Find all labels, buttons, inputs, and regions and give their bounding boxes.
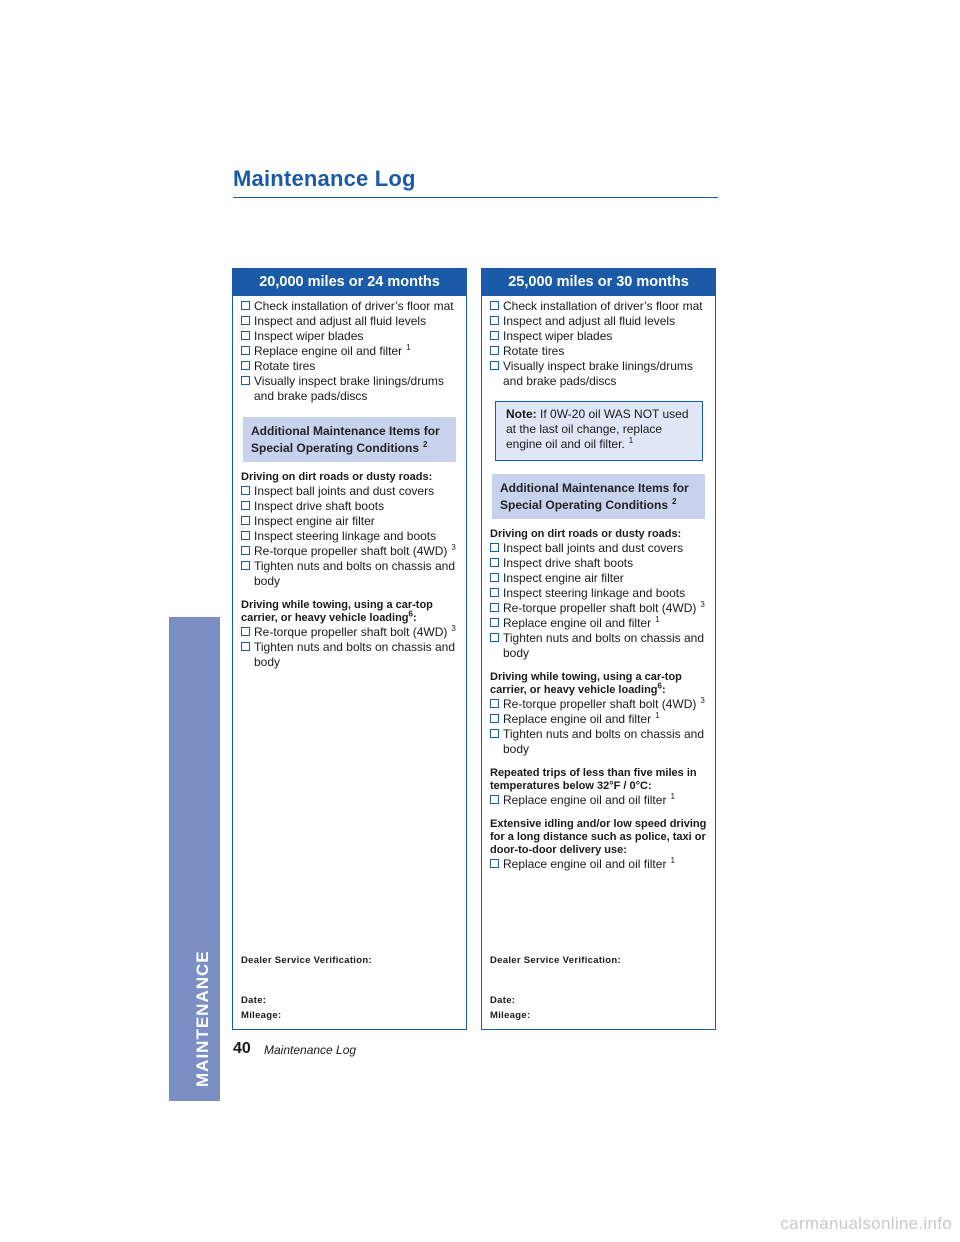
item-text: Re-torque propeller shaft bolt (4WD) — [254, 544, 448, 558]
additional-items-box — [243, 417, 456, 462]
checklist-item — [490, 616, 711, 631]
checklist-item — [490, 556, 711, 571]
checkbox[interactable] — [241, 501, 250, 510]
checkbox[interactable] — [241, 346, 250, 355]
checkbox[interactable] — [490, 558, 499, 567]
checklist-item — [490, 359, 711, 389]
checkbox[interactable] — [241, 361, 250, 370]
checkbox[interactable] — [241, 376, 250, 385]
item-text: Inspect drive shaft boots — [503, 556, 634, 570]
item-text: Replace engine oil and filter — [503, 712, 652, 726]
condition-text: Driving on dirt roads or dusty roads: — [490, 528, 682, 540]
item-text: Inspect and adjust all fluid levels — [503, 314, 676, 328]
item-text: Re-torque propeller shaft bolt (4WD) — [503, 601, 697, 615]
condition-label — [490, 818, 711, 857]
footnote-ref: 1 — [406, 343, 411, 352]
checklist-item — [241, 329, 462, 344]
page-number: 40 — [233, 1040, 251, 1057]
item-text: Visually inspect brake linings/drums and brake pads/discs — [503, 359, 693, 388]
footnote-ref: 1 — [628, 436, 634, 445]
footnote-ref: 3 — [700, 600, 705, 609]
condition-label — [241, 599, 462, 625]
checkbox[interactable] — [241, 531, 250, 540]
footnote-ref: 1 — [670, 792, 675, 801]
item-text: Inspect engine air filter — [254, 514, 375, 528]
item-text: Inspect ball joints and dust covers — [254, 484, 435, 498]
checkbox[interactable] — [241, 546, 250, 555]
condition-suffix: : — [661, 684, 666, 696]
checkbox[interactable] — [241, 301, 250, 310]
checklist-item — [490, 631, 711, 661]
item-text: Replace engine oil and oil filter — [503, 793, 667, 807]
checklist-item — [241, 299, 462, 314]
footnote-ref: 6 — [657, 681, 662, 691]
checklist-item — [490, 601, 711, 616]
checkbox[interactable] — [490, 714, 499, 723]
item-text: Inspect wiper blades — [503, 329, 613, 343]
checkbox[interactable] — [490, 573, 499, 582]
checkbox[interactable] — [490, 543, 499, 552]
checkbox[interactable] — [490, 859, 499, 868]
condition-text: Driving on dirt roads or dusty roads: — [241, 471, 433, 483]
checklist-item — [490, 541, 711, 556]
item-text: Check installation of driver’s floor mat — [254, 299, 454, 313]
additional-items-box — [492, 474, 705, 519]
checkbox[interactable] — [490, 618, 499, 627]
footnote-ref: 3 — [451, 624, 456, 633]
item-text: Check installation of driver’s floor mat — [503, 299, 703, 313]
checklist-item — [490, 793, 711, 808]
checklist-item — [490, 344, 711, 359]
checkbox[interactable] — [490, 603, 499, 612]
checklist-item — [241, 374, 462, 404]
date-label: Date: — [490, 995, 516, 1006]
footnote-ref: 6 — [408, 609, 413, 619]
dealer-verification-label: Dealer Service Verification: — [241, 955, 372, 966]
column-body — [482, 296, 715, 872]
side-tab — [169, 617, 220, 1101]
checkbox[interactable] — [241, 627, 250, 636]
item-text: Rotate tires — [254, 359, 316, 373]
checklist-item — [241, 359, 462, 374]
item-text: Inspect drive shaft boots — [254, 499, 385, 513]
checkbox[interactable] — [241, 516, 250, 525]
item-text: Tighten nuts and bolts on chassis and body — [503, 727, 705, 756]
footnote-ref: 3 — [451, 543, 456, 552]
checklist-item — [490, 329, 711, 344]
item-text: Inspect steering linkage and boots — [503, 586, 686, 600]
footnote-ref: 1 — [655, 711, 660, 720]
checkbox[interactable] — [490, 316, 499, 325]
checklist-item — [241, 314, 462, 329]
checklist-item — [490, 712, 711, 727]
date-label: Date: — [241, 995, 267, 1006]
title-rule — [233, 197, 718, 198]
checkbox[interactable] — [490, 699, 499, 708]
footnote-ref: 2 — [423, 440, 428, 449]
checkbox[interactable] — [241, 316, 250, 325]
side-tab-label: MAINTENANCE — [193, 950, 212, 1087]
checkbox[interactable] — [490, 301, 499, 310]
condition-text: Extensive idling and/or low speed driving for a long distance such as police, taxi or door-to-door delivery use: — [490, 818, 707, 856]
item-text: Tighten nuts and bolts on chassis and body — [503, 631, 705, 660]
condition-suffix: : — [412, 612, 417, 624]
column-header: 25,000 miles or 30 months — [482, 269, 715, 296]
checklist-item — [241, 529, 462, 544]
condition-text: Driving while towing, using a car-top carrier, or heavy vehicle loading — [241, 599, 433, 624]
checklist-item — [241, 344, 462, 359]
checkbox[interactable] — [241, 331, 250, 340]
mileage-label: Mileage: — [241, 1010, 282, 1021]
additional-title-text: Special Operating Conditions — [500, 498, 669, 512]
checklist-item — [241, 559, 462, 589]
checklist-item — [490, 857, 711, 872]
checklist-item — [490, 314, 711, 329]
footnote-ref: 3 — [700, 696, 705, 705]
footnote-ref: 1 — [670, 856, 675, 865]
additional-title: Additional Maintenance Items for — [251, 424, 440, 438]
mileage-label: Mileage: — [490, 1010, 531, 1021]
item-text: Inspect ball joints and dust covers — [503, 541, 684, 555]
footnote-ref: 2 — [672, 497, 677, 506]
additional-title-line2 — [500, 497, 697, 514]
condition-label — [490, 528, 711, 541]
additional-title-line2 — [251, 440, 448, 457]
checklist-item — [490, 727, 711, 757]
condition-text: Driving while towing, using a car-top carrier, or heavy vehicle loading — [490, 671, 682, 696]
item-text: Replace engine oil and oil filter — [503, 857, 667, 871]
additional-title: Additional Maintenance Items for — [500, 481, 689, 495]
footnote-ref: 1 — [655, 615, 660, 624]
condition-label — [241, 471, 462, 484]
checkbox[interactable] — [241, 642, 250, 651]
note-label: Note: — [506, 407, 537, 421]
item-text: Visually inspect brake linings/drums and brake pads/discs — [254, 374, 444, 403]
column-header: 20,000 miles or 24 months — [233, 269, 466, 296]
note-box — [495, 401, 703, 461]
checkbox[interactable] — [490, 361, 499, 370]
item-text: Replace engine oil and filter — [254, 344, 403, 358]
checkbox[interactable] — [241, 486, 250, 495]
checklist-item — [490, 299, 711, 314]
item-text: Re-torque propeller shaft bolt (4WD) — [254, 625, 448, 639]
item-text: Tighten nuts and bolts on chassis and body — [254, 559, 456, 588]
checklist-item — [241, 625, 462, 640]
checkbox[interactable] — [490, 588, 499, 597]
page-title: Maintenance Log — [233, 166, 416, 191]
condition-label — [490, 767, 711, 793]
dealer-verification-label: Dealer Service Verification: — [490, 955, 621, 966]
checklist-item — [490, 571, 711, 586]
item-text: Inspect steering linkage and boots — [254, 529, 437, 543]
item-text: Replace engine oil and filter — [503, 616, 652, 630]
item-text: Inspect and adjust all fluid levels — [254, 314, 427, 328]
checklist-item — [241, 544, 462, 559]
item-text: Re-torque propeller shaft bolt (4WD) — [503, 697, 697, 711]
checkbox[interactable] — [490, 633, 499, 642]
watermark: carmanualsonline.info — [780, 1214, 952, 1233]
checklist-item — [241, 640, 462, 670]
item-text: Tighten nuts and bolts on chassis and body — [254, 640, 456, 669]
checklist-item — [241, 484, 462, 499]
checklist-item — [490, 586, 711, 601]
checkbox[interactable] — [490, 795, 499, 804]
note-text: If 0W-20 oil WAS NOT used at the last oil change, replace engine oil and oil filter. — [506, 407, 689, 451]
maintenance-column-20000 — [232, 268, 467, 1030]
checklist-item — [241, 514, 462, 529]
checkbox[interactable] — [490, 346, 499, 355]
condition-text: Repeated trips of less than five miles in temperatures below 32°F / 0°C: — [490, 767, 697, 792]
checklist-item — [490, 697, 711, 712]
item-text: Rotate tires — [503, 344, 565, 358]
checkbox[interactable] — [241, 561, 250, 570]
maintenance-column-25000 — [481, 268, 716, 1030]
checkbox[interactable] — [490, 331, 499, 340]
condition-label — [490, 671, 711, 697]
column-body — [233, 296, 466, 670]
additional-title-text: Special Operating Conditions — [251, 441, 420, 455]
checklist-item — [241, 499, 462, 514]
item-text: Inspect wiper blades — [254, 329, 364, 343]
item-text: Inspect engine air filter — [503, 571, 624, 585]
checkbox[interactable] — [490, 729, 499, 738]
footer-section-title: Maintenance Log — [264, 1043, 357, 1057]
